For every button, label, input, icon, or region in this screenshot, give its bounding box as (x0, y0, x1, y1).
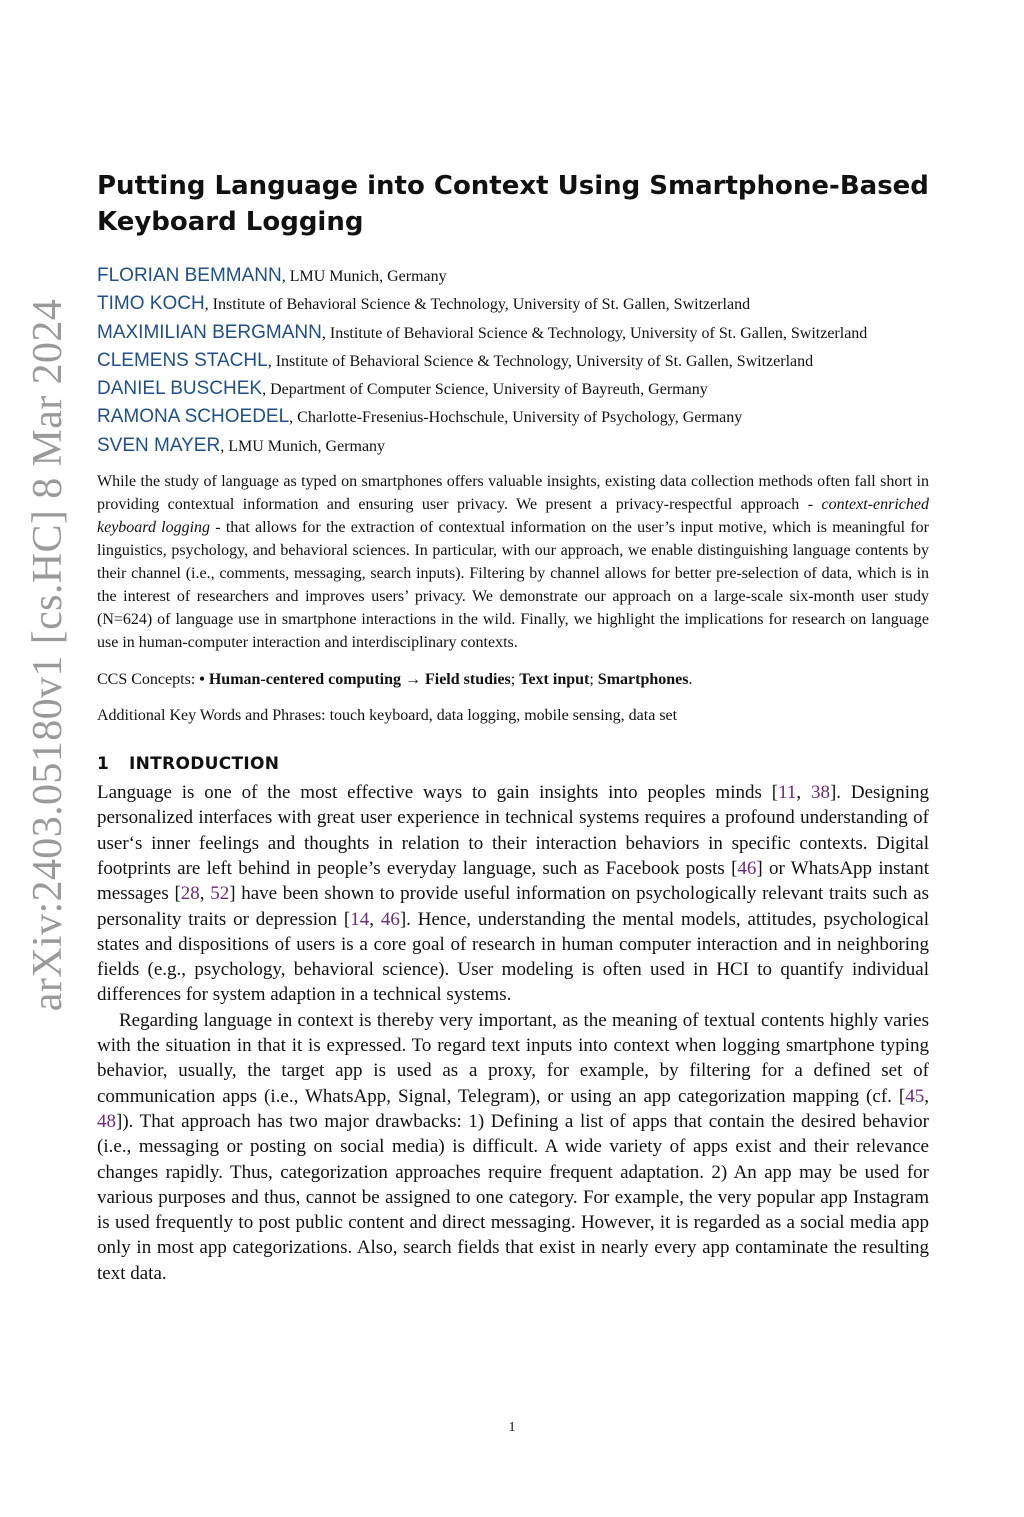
author-entry (97, 375, 929, 403)
arxiv-identifier-stamp: arXiv:2403.05180v1 [cs.HC] 8 Mar 2024 (25, 298, 71, 1012)
keywords: Additional Key Words and Phrases: touch keyboard, data logging, mobile sensing, data set (97, 707, 678, 725)
ccs-separator-1: ; (510, 671, 520, 689)
author-entry (97, 403, 929, 431)
ccs-separator-2: ; (589, 671, 598, 689)
ccs-arrow: → (400, 671, 425, 689)
paper-title (97, 168, 929, 240)
paragraph-text: ] have been shown to provide useful information on psychologically relevant traits such as personality traits or depression [ (97, 883, 929, 930)
paper-title-line-1: Putting Language into Context Using Smartphone-Based (97, 171, 929, 201)
author-name: FLORIAN BEMMANN (97, 265, 282, 286)
ccs-term-3: Text input (519, 671, 590, 689)
ccs-term-4: Smartphones (597, 671, 689, 689)
intro-paragraph-1 (97, 780, 929, 1008)
paragraph-text: ]). That approach has two major drawbacks: 1) Defining a list of apps that contain the desired behavior (i.e., messaging or posting on social media) is difficult. A wide variety of apps exist and their relevance changes rapidly. Thus, categorization approaches require frequent adaptation. 2) An app may be used for various purposes and thus, cannot be assigned to one category. For example, the very popular app Instagram is used frequently to post public content and direct messaging. However, it is regarded as a social media app only in most app categorizations. Also, search fields that exist in nearly every app contaminate the resulting text data. (97, 1110, 929, 1284)
author-affiliation: , Institute of Behavioral Science & Technology, University of St. Gallen, Switzerland (204, 296, 751, 314)
page-number: 1 (508, 1420, 516, 1435)
paragraph-text: , (924, 1085, 929, 1107)
citation-link[interactable]: 28 (180, 883, 200, 905)
ccs-end: . (688, 671, 693, 689)
author-affiliation: , Institute of Behavioral Science & Technology, University of St. Gallen, Switzerland (321, 324, 868, 342)
paragraph-text: , (199, 883, 211, 905)
author-affiliation: , LMU Munich, Germany (281, 268, 447, 285)
author-name: MAXIMILIAN BERGMANN (97, 321, 322, 343)
citation-link[interactable]: 52 (210, 883, 230, 905)
author-affiliation: , Institute of Behavioral Science & Technology, University of St. Gallen, Switzerland (267, 352, 814, 370)
author-affiliation: , Charlotte-Fresenius-Hochschule, University of Psychology, Germany (289, 409, 743, 427)
paragraph-text: , (369, 908, 381, 930)
citation-link[interactable]: 38 (810, 782, 830, 804)
citation-link[interactable]: 46 (380, 908, 400, 930)
section-number: 1 (97, 754, 110, 775)
abstract (97, 470, 929, 654)
paragraph-text: , (796, 782, 811, 804)
citation-link[interactable]: 45 (905, 1085, 925, 1107)
section-title: INTRODUCTION (129, 754, 280, 775)
author-name: SVEN MAYER (97, 434, 221, 456)
author-affiliation: , LMU Munich, Germany (220, 437, 386, 455)
ccs-term-1: Human-centered computing (208, 671, 401, 689)
citation-link[interactable]: 11 (778, 782, 797, 804)
author-entry (97, 319, 929, 347)
paper-page (97, 168, 929, 1286)
paragraph-text: Regarding language in context is thereby very important, as the meaning of textual contents highly varies with the situation in that it is expressed. To regard text inputs into context when logging smartphone typing behavior, usually, the target app is used as a proxy, for example, by filtering for a defined set of communication apps (i.e., WhatsApp, Signal, Telegram), or using an app categorization mapping (cf. [ (97, 1009, 929, 1107)
paragraph-text: ]. Designing personalized interfaces with great user experience in technical systems requires a profound understanding of user‘s inner feelings and thoughts in relation to their interaction behaviors in specific contexts. Digital footprints are left behind in people’s everyday language, such as Facebook posts [ (97, 782, 930, 879)
citation-link[interactable]: 48 (97, 1110, 116, 1132)
ccs-bullet: • (199, 671, 209, 689)
intro-paragraph-2 (97, 1008, 929, 1286)
author-list (97, 262, 929, 460)
paragraph-text: ] or WhatsApp instant messages [ (97, 857, 929, 905)
paragraph-text: Language is one of the most effective ways to gain insights into peoples minds [ (97, 782, 779, 804)
author-entry (97, 290, 929, 318)
author-name: RAMONA SCHOEDEL (97, 406, 290, 428)
author-affiliation: , Department of Computer Science, University of Bayreuth, Germany (262, 381, 708, 399)
ccs-concepts (97, 668, 929, 691)
author-entry (97, 347, 929, 375)
paper-title-line-2: Keyboard Logging (97, 207, 364, 237)
author-name: DANIEL BUSCHEK (97, 378, 263, 400)
citation-link[interactable]: 46 (737, 857, 757, 879)
paragraph-text: ]. Hence, understanding the mental models, attitudes, psychological states and dispositions of users is a core goal of research in human computer interaction and in neighboring fields (e.g., psychology, behavioral science). User modeling is often used in HCI to quantify individual differences for system adaption in a technical systems. (97, 908, 929, 1006)
abstract-emphasis: context-enriched keyboard logging (97, 496, 929, 537)
ccs-label: CCS Concepts: (97, 671, 200, 689)
ccs-term-2: Field studies (424, 671, 511, 689)
abstract-text-1: While the study of language as typed on smartphones offers valuable insights, existing data collection methods often fall short in providing contextual information and ensuring user privacy. We present a privacy-respectful approach - (97, 473, 929, 514)
author-name: TIMO KOCH (97, 293, 205, 315)
abstract-text-2: - that allows for the extraction of contextual information on the user’s input motive, which is meaningful for linguistics, psychology, and behavioral sciences. In particular, with our approach, we enable distinguishing language contents by their channel (i.e., comments, messaging, search inputs). Filtering by channel allows for better pre-selection of data, which is in the interest of researchers and improves users’ privacy. We demonstrate our approach on a large-scale six-month user study (N=624) of language use in smartphone interactions in the wild. Finally, we highlight the implications for research on language use in human-computer interaction and interdisciplinary contexts. (97, 519, 930, 652)
author-name: CLEMENS STACHL (97, 349, 268, 371)
citation-link[interactable]: 14 (350, 908, 370, 930)
author-entry (97, 432, 929, 460)
section-heading (97, 754, 929, 774)
author-entry (97, 262, 929, 290)
